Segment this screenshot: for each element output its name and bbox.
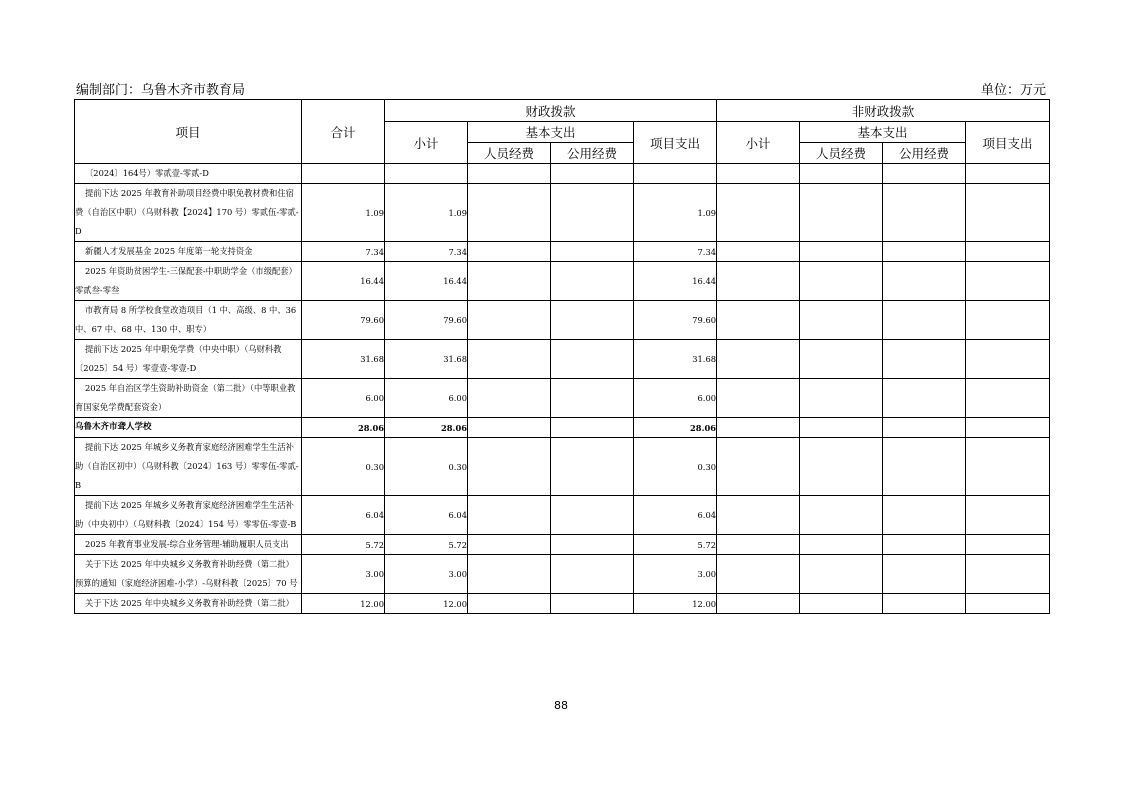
header-nonfiscal-personnel: 人员经费 (800, 143, 883, 164)
page-number: 88 (554, 699, 568, 712)
cell-fiscal-public (551, 379, 634, 418)
cell-fiscal-project: 3.00 (634, 555, 717, 594)
row-item-name: 提前下达 2025 年城乡义务教育家庭经济困难学生生活补助（中央初中）（乌财科教〔2024〕154 号）零零伍-零壹-B (75, 496, 302, 535)
cell-nonfiscal-personnel (800, 340, 883, 379)
unit-label: 单位：万元 (980, 83, 1046, 98)
cell-fiscal-project (634, 164, 717, 184)
row-item-name: 新疆人才发展基金 2025 年度第一轮支持资金 (75, 242, 302, 262)
row-item-name: 乌鲁木齐市聋人学校 (75, 418, 302, 438)
cell-nonfiscal-public (883, 379, 966, 418)
header-fiscal-personnel: 人员经费 (468, 143, 551, 164)
table-body (75, 164, 1050, 614)
cell-nonfiscal-personnel (800, 242, 883, 262)
table-row (75, 242, 1050, 262)
cell-nonfiscal-personnel (800, 184, 883, 242)
cell-nonfiscal-public (883, 535, 966, 555)
cell-total: 28.06 (302, 418, 385, 438)
cell-nonfiscal-personnel (800, 594, 883, 614)
cell-fiscal-subtotal: 7.34 (385, 242, 468, 262)
cell-nonfiscal-personnel (800, 438, 883, 496)
cell-nonfiscal-public (883, 594, 966, 614)
cell-fiscal-public (551, 438, 634, 496)
cell-fiscal-personnel (468, 262, 551, 301)
cell-nonfiscal-project (966, 496, 1050, 535)
cell-nonfiscal-public (883, 262, 966, 301)
cell-fiscal-project: 5.72 (634, 535, 717, 555)
header-fiscal-group: 财政拨款 (385, 100, 717, 122)
table-row (75, 555, 1050, 594)
cell-fiscal-subtotal: 0.30 (385, 438, 468, 496)
header-fiscal-subtotal: 小计 (385, 122, 468, 164)
cell-fiscal-public (551, 535, 634, 555)
cell-nonfiscal-subtotal (717, 242, 800, 262)
cell-nonfiscal-public (883, 164, 966, 184)
cell-fiscal-project: 12.00 (634, 594, 717, 614)
row-item-name: 2025 年自治区学生资助补助资金（第二批）（中等职业教育国家免学费配套资金） (75, 379, 302, 418)
cell-fiscal-subtotal: 28.06 (385, 418, 468, 438)
cell-fiscal-subtotal: 31.68 (385, 340, 468, 379)
cell-fiscal-personnel (468, 242, 551, 262)
cell-fiscal-subtotal: 6.00 (385, 379, 468, 418)
cell-fiscal-project: 28.06 (634, 418, 717, 438)
cell-nonfiscal-project (966, 594, 1050, 614)
cell-nonfiscal-personnel (800, 301, 883, 340)
cell-nonfiscal-subtotal (717, 418, 800, 438)
cell-fiscal-public (551, 242, 634, 262)
table-row (75, 262, 1050, 301)
cell-fiscal-public (551, 164, 634, 184)
cell-nonfiscal-personnel (800, 418, 883, 438)
cell-fiscal-project: 1.09 (634, 184, 717, 242)
cell-fiscal-project: 16.44 (634, 262, 717, 301)
header-nonfiscal-public: 公用经费 (883, 143, 966, 164)
cell-total: 12.00 (302, 594, 385, 614)
cell-nonfiscal-subtotal (717, 555, 800, 594)
cell-total: 5.72 (302, 535, 385, 555)
cell-fiscal-personnel (468, 496, 551, 535)
cell-fiscal-personnel (468, 438, 551, 496)
row-item-name: 提前下达 2025 年城乡义务教育家庭经济困难学生生活补助（自治区初中）（乌财科教〔2024〕163 号）零零伍-零贰-B (75, 438, 302, 496)
cell-fiscal-public (551, 262, 634, 301)
cell-nonfiscal-subtotal (717, 164, 800, 184)
row-item-name: 关于下达 2025 年中央城乡义务教育补助经费（第二批）预算的通知（家庭经济困难-小学）-乌财科教〔2025〕70 号 (75, 555, 302, 594)
cell-nonfiscal-subtotal (717, 301, 800, 340)
cell-fiscal-subtotal: 79.60 (385, 301, 468, 340)
cell-total: 31.68 (302, 340, 385, 379)
cell-fiscal-subtotal: 6.04 (385, 496, 468, 535)
cell-nonfiscal-public (883, 418, 966, 438)
cell-fiscal-subtotal: 3.00 (385, 555, 468, 594)
cell-nonfiscal-personnel (800, 262, 883, 301)
row-item-name: 2025 年资助贫困学生-三保配套-中职助学金（市级配套）零贰叁-零叁 (75, 262, 302, 301)
cell-nonfiscal-public (883, 340, 966, 379)
cell-fiscal-public (551, 340, 634, 379)
table-row (75, 535, 1050, 555)
cell-nonfiscal-public (883, 242, 966, 262)
cell-fiscal-public (551, 496, 634, 535)
cell-fiscal-personnel (468, 164, 551, 184)
cell-nonfiscal-subtotal (717, 535, 800, 555)
cell-fiscal-subtotal: 1.09 (385, 184, 468, 242)
cell-nonfiscal-public (883, 438, 966, 496)
cell-fiscal-subtotal: 12.00 (385, 594, 468, 614)
cell-fiscal-public (551, 301, 634, 340)
cell-nonfiscal-subtotal (717, 340, 800, 379)
cell-nonfiscal-personnel (800, 496, 883, 535)
table-row (75, 438, 1050, 496)
cell-nonfiscal-public (883, 496, 966, 535)
cell-nonfiscal-project (966, 418, 1050, 438)
cell-total (302, 164, 385, 184)
cell-total: 79.60 (302, 301, 385, 340)
cell-nonfiscal-public (883, 301, 966, 340)
table-row (75, 496, 1050, 535)
cell-fiscal-project: 6.04 (634, 496, 717, 535)
cell-fiscal-personnel (468, 594, 551, 614)
budget-table (74, 99, 1050, 614)
cell-fiscal-project: 0.30 (634, 438, 717, 496)
cell-total: 1.09 (302, 184, 385, 242)
cell-fiscal-subtotal: 5.72 (385, 535, 468, 555)
cell-total: 16.44 (302, 262, 385, 301)
header-nonfiscal-group: 非财政拨款 (717, 100, 1050, 122)
cell-nonfiscal-project (966, 379, 1050, 418)
cell-nonfiscal-project (966, 340, 1050, 379)
header-nonfiscal-basic: 基本支出 (800, 122, 966, 143)
cell-fiscal-public (551, 418, 634, 438)
cell-fiscal-project: 6.00 (634, 379, 717, 418)
table-row (75, 164, 1050, 184)
cell-nonfiscal-project (966, 438, 1050, 496)
cell-fiscal-personnel (468, 184, 551, 242)
row-item-name: 关于下达 2025 年中央城乡义务教育补助经费（第二批） (75, 594, 302, 614)
cell-nonfiscal-project (966, 555, 1050, 594)
table-row (75, 301, 1050, 340)
cell-nonfiscal-project (966, 164, 1050, 184)
header-nonfiscal-project: 项目支出 (966, 122, 1050, 164)
cell-total: 7.34 (302, 242, 385, 262)
header-total: 合计 (302, 100, 385, 164)
cell-nonfiscal-project (966, 535, 1050, 555)
cell-fiscal-public (551, 555, 634, 594)
cell-nonfiscal-personnel (800, 535, 883, 555)
cell-fiscal-personnel (468, 379, 551, 418)
cell-fiscal-personnel (468, 301, 551, 340)
cell-nonfiscal-subtotal (717, 496, 800, 535)
cell-nonfiscal-personnel (800, 164, 883, 184)
row-item-name: 〔2024〕164号）零贰壹-零贰-D (75, 164, 302, 184)
cell-nonfiscal-personnel (800, 555, 883, 594)
cell-nonfiscal-subtotal (717, 594, 800, 614)
row-item-name: 市教育局 8 所学校食堂改造项目（1 中、高级、8 中、36 中、67 中、68 中、130 中、职专） (75, 301, 302, 340)
cell-nonfiscal-personnel (800, 379, 883, 418)
cell-fiscal-personnel (468, 555, 551, 594)
cell-nonfiscal-subtotal (717, 379, 800, 418)
cell-fiscal-personnel (468, 340, 551, 379)
cell-fiscal-personnel (468, 535, 551, 555)
header-nonfiscal-subtotal: 小计 (717, 122, 800, 164)
header-item: 项目 (75, 100, 302, 164)
header-fiscal-basic: 基本支出 (468, 122, 634, 143)
cell-total: 6.04 (302, 496, 385, 535)
cell-fiscal-project: 31.68 (634, 340, 717, 379)
table-group-row (75, 418, 1050, 438)
cell-fiscal-personnel (468, 418, 551, 438)
table-row (75, 184, 1050, 242)
row-item-name: 提前下达 2025 年教育补助项目经费中职免教材费和住宿费（自治区中职）（乌财科教【2024】170 号）零贰伍-零贰-D (75, 184, 302, 242)
cell-nonfiscal-public (883, 184, 966, 242)
table-row (75, 379, 1050, 418)
cell-nonfiscal-project (966, 301, 1050, 340)
cell-fiscal-public (551, 594, 634, 614)
cell-fiscal-public (551, 184, 634, 242)
row-item-name: 提前下达 2025 年中职免学费（中央中职）（乌财科教〔2025〕54 号）零壹壹-零壹-D (75, 340, 302, 379)
cell-fiscal-project: 7.34 (634, 242, 717, 262)
cell-nonfiscal-project (966, 184, 1050, 242)
header-fiscal-public: 公用经费 (551, 143, 634, 164)
cell-fiscal-subtotal (385, 164, 468, 184)
header-fiscal-project: 项目支出 (634, 122, 717, 164)
cell-nonfiscal-subtotal (717, 184, 800, 242)
table-row (75, 340, 1050, 379)
department-label: 编制部门：乌鲁木齐市教育局 (76, 83, 246, 98)
cell-nonfiscal-subtotal (717, 438, 800, 496)
cell-total: 3.00 (302, 555, 385, 594)
cell-nonfiscal-public (883, 555, 966, 594)
row-item-name: 2025 年教育事业发展-综合业务管理-辅助履职人员支出 (75, 535, 302, 555)
cell-total: 6.00 (302, 379, 385, 418)
cell-fiscal-project: 79.60 (634, 301, 717, 340)
cell-nonfiscal-subtotal (717, 262, 800, 301)
table-row (75, 594, 1050, 614)
cell-nonfiscal-project (966, 242, 1050, 262)
cell-total: 0.30 (302, 438, 385, 496)
cell-fiscal-subtotal: 16.44 (385, 262, 468, 301)
cell-nonfiscal-project (966, 262, 1050, 301)
